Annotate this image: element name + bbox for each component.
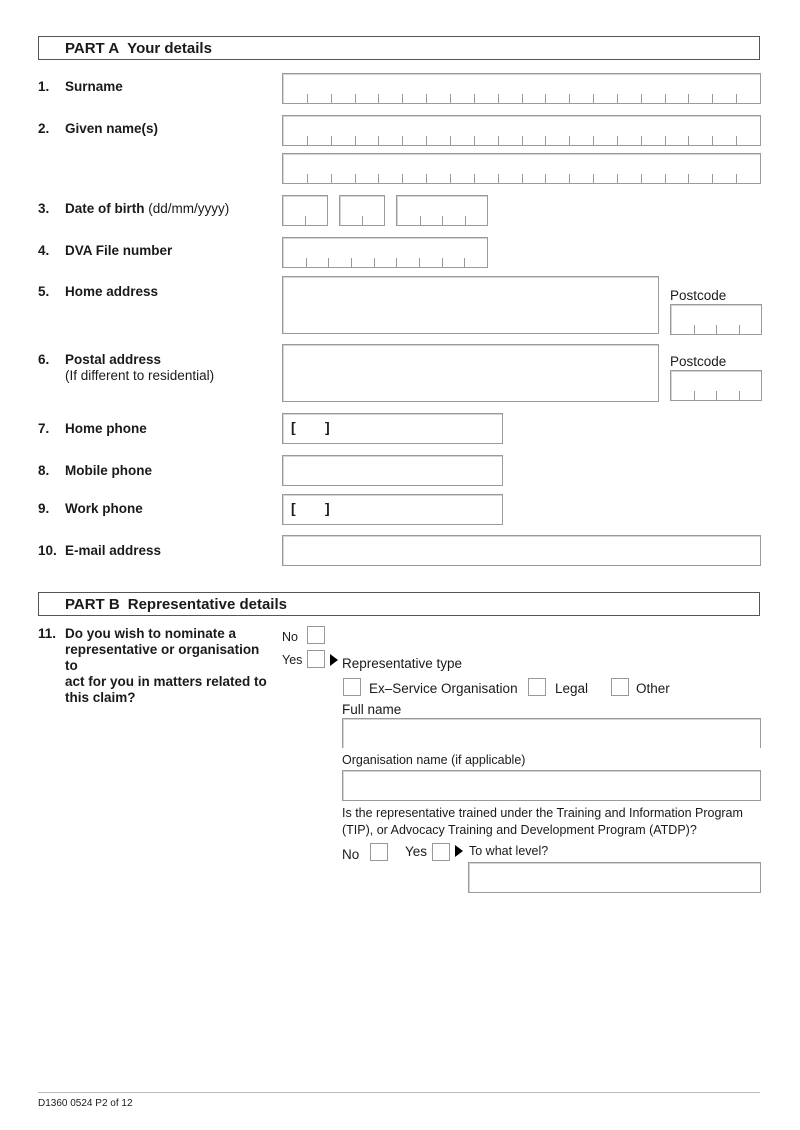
q10-label: E-mail address (65, 543, 162, 558)
q2-number: 2. (38, 121, 50, 136)
q11-label-line: representative or organisation to (65, 642, 260, 673)
other-checkbox[interactable] (611, 678, 629, 696)
char-tick (474, 174, 475, 183)
char-tick (402, 94, 403, 103)
char-tick (569, 136, 570, 145)
char-ticks (283, 94, 760, 103)
char-tick (305, 216, 306, 225)
esos-checkbox[interactable] (343, 678, 361, 696)
char-tick (331, 174, 332, 183)
home-address-field[interactable] (282, 276, 659, 334)
char-tick (522, 174, 523, 183)
char-tick (641, 174, 642, 183)
legal-label: Legal (555, 681, 589, 696)
char-tick (378, 174, 379, 183)
char-tick (641, 94, 642, 103)
part-a-header (38, 36, 760, 60)
char-tick (307, 94, 308, 103)
dob-month-field[interactable] (339, 195, 385, 226)
char-ticks (283, 258, 487, 267)
footer-code: D1360 0524 P2 of 12 (38, 1098, 133, 1109)
char-tick (712, 94, 713, 103)
q7-label: Home phone (65, 421, 147, 436)
char-tick (402, 174, 403, 183)
char-tick (450, 174, 451, 183)
char-tick (355, 94, 356, 103)
dva-file-number-field[interactable] (282, 237, 488, 268)
footer-divider (38, 1092, 760, 1093)
q3-hint: (dd/mm/yyyy) (148, 201, 230, 216)
char-tick (694, 391, 695, 400)
q8-label: Mobile phone (65, 463, 152, 478)
char-tick (426, 94, 427, 103)
char-tick (665, 136, 666, 145)
char-tick (522, 94, 523, 103)
what-level-field[interactable] (468, 862, 761, 893)
q11-label (65, 626, 275, 706)
char-tick (464, 258, 465, 267)
postal-postcode-field[interactable] (670, 370, 762, 401)
char-tick (362, 216, 363, 225)
char-tick (396, 258, 397, 267)
char-tick (736, 174, 737, 183)
char-tick (351, 258, 352, 267)
given-names-field-1[interactable] (282, 115, 761, 146)
home-postcode-label: Postcode (670, 288, 727, 303)
q11-label-line: Do you wish to nominate a (65, 626, 237, 641)
char-ticks (340, 216, 384, 225)
char-tick (402, 136, 403, 145)
q11-no-label: No (282, 630, 298, 644)
q11-label-line: this claim? (65, 690, 136, 705)
q11-yes-checkbox[interactable] (307, 650, 325, 668)
char-tick (419, 258, 420, 267)
email-field[interactable] (282, 535, 761, 566)
char-ticks (283, 174, 760, 183)
char-tick (426, 174, 427, 183)
char-tick (617, 174, 618, 183)
q3-label (65, 201, 229, 217)
given-names-field-2[interactable] (282, 153, 761, 184)
char-tick (739, 325, 740, 334)
char-ticks (283, 136, 760, 145)
char-ticks (671, 325, 761, 334)
char-tick (736, 94, 737, 103)
area-code-close-bracket: ] (325, 500, 330, 516)
q4-number: 4. (38, 243, 50, 258)
work-phone-field[interactable] (282, 494, 503, 525)
trained-question-line2: (TIP), or Advocacy Training and Development Program (ATDP)? (342, 823, 697, 837)
trained-question-line1: Is the representative trained under the Training and Information Program (342, 806, 743, 820)
q6-label-text: Postal address (65, 352, 162, 367)
q9-number: 9. (38, 501, 50, 516)
q11-no-checkbox[interactable] (307, 626, 325, 644)
char-tick (498, 94, 499, 103)
char-tick (450, 94, 451, 103)
area-code-open-bracket: [ (291, 419, 296, 435)
dob-year-field[interactable] (396, 195, 488, 226)
char-tick (569, 94, 570, 103)
char-tick (593, 94, 594, 103)
char-tick (712, 174, 713, 183)
full-name-label: Full name (342, 702, 402, 717)
q9-label: Work phone (65, 501, 143, 516)
char-tick (545, 174, 546, 183)
org-name-field[interactable] (342, 770, 761, 801)
home-phone-field[interactable] (282, 413, 503, 444)
char-tick (736, 136, 737, 145)
q5-label: Home address (65, 284, 159, 299)
postal-postcode-label: Postcode (670, 354, 727, 369)
what-level-label: To what level? (469, 844, 549, 858)
q1-label: Surname (65, 79, 123, 94)
trained-no-checkbox[interactable] (370, 843, 388, 861)
char-tick (545, 94, 546, 103)
char-tick (307, 174, 308, 183)
char-tick (688, 174, 689, 183)
full-name-field[interactable] (342, 718, 761, 748)
q6-sublabel: (If different to residential) (65, 368, 215, 383)
char-tick (593, 136, 594, 145)
q2-label: Given name(s) (65, 121, 159, 136)
char-tick (465, 216, 466, 225)
char-tick (307, 136, 308, 145)
char-tick (545, 136, 546, 145)
q11-number: 11. (38, 626, 57, 641)
arrow-right-icon (455, 845, 463, 857)
org-name-label: Organisation name (if applicable) (342, 753, 526, 767)
char-tick (420, 216, 421, 225)
char-tick (374, 258, 375, 267)
char-tick (442, 258, 443, 267)
char-tick (331, 136, 332, 145)
char-tick (355, 174, 356, 183)
trained-no-label: No (342, 847, 360, 862)
legal-checkbox[interactable] (528, 678, 546, 696)
area-code-close-bracket: ] (325, 419, 330, 435)
char-ticks (397, 216, 487, 225)
mobile-phone-field[interactable] (282, 455, 503, 486)
char-tick (712, 136, 713, 145)
char-ticks (671, 391, 761, 400)
q8-number: 8. (38, 463, 50, 478)
other-label: Other (636, 681, 670, 696)
q3-label-text: Date of birth (65, 201, 145, 216)
q6-number: 6. (38, 352, 50, 367)
char-tick (522, 136, 523, 145)
dob-day-field[interactable] (282, 195, 328, 226)
char-tick (328, 258, 329, 267)
arrow-right-icon (330, 654, 338, 666)
q11-yes-label: Yes (282, 653, 303, 667)
part-a-label: PART A (65, 40, 120, 57)
char-tick (426, 136, 427, 145)
area-code-open-bracket: [ (291, 500, 296, 516)
char-tick (641, 136, 642, 145)
char-tick (593, 174, 594, 183)
trained-yes-label: Yes (405, 844, 428, 859)
char-tick (442, 216, 443, 225)
char-tick (355, 136, 356, 145)
part-b-title: Representative details (127, 596, 287, 613)
char-tick (688, 136, 689, 145)
home-postcode-field[interactable] (670, 304, 762, 335)
surname-field[interactable] (282, 73, 761, 104)
char-tick (378, 94, 379, 103)
char-tick (569, 174, 570, 183)
char-ticks (283, 216, 327, 225)
part-b-header (38, 592, 760, 616)
rep-type-label: Representative type (342, 656, 463, 671)
q6-label (65, 352, 214, 384)
q7-number: 7. (38, 421, 50, 436)
char-tick (474, 94, 475, 103)
char-tick (306, 258, 307, 267)
char-tick (617, 94, 618, 103)
char-tick (450, 136, 451, 145)
char-tick (378, 136, 379, 145)
char-tick (688, 94, 689, 103)
char-tick (331, 94, 332, 103)
q11-label-line: act for you in matters related to (65, 674, 267, 689)
char-tick (498, 174, 499, 183)
trained-yes-checkbox[interactable] (432, 843, 450, 861)
char-tick (716, 391, 717, 400)
q4-label: DVA File number (65, 243, 173, 258)
esos-label: Ex–Service Organisation (369, 681, 518, 696)
char-tick (498, 136, 499, 145)
q5-number: 5. (38, 284, 50, 299)
postal-address-field[interactable] (282, 344, 659, 402)
q10-number: 10. (38, 543, 57, 558)
char-tick (617, 136, 618, 145)
char-tick (739, 391, 740, 400)
q3-number: 3. (38, 201, 50, 216)
part-a-title: Your details (127, 40, 212, 57)
char-tick (665, 174, 666, 183)
char-tick (716, 325, 717, 334)
part-b-label: PART B (65, 596, 120, 613)
char-tick (694, 325, 695, 334)
char-tick (665, 94, 666, 103)
char-tick (474, 136, 475, 145)
q1-number: 1. (38, 79, 50, 94)
